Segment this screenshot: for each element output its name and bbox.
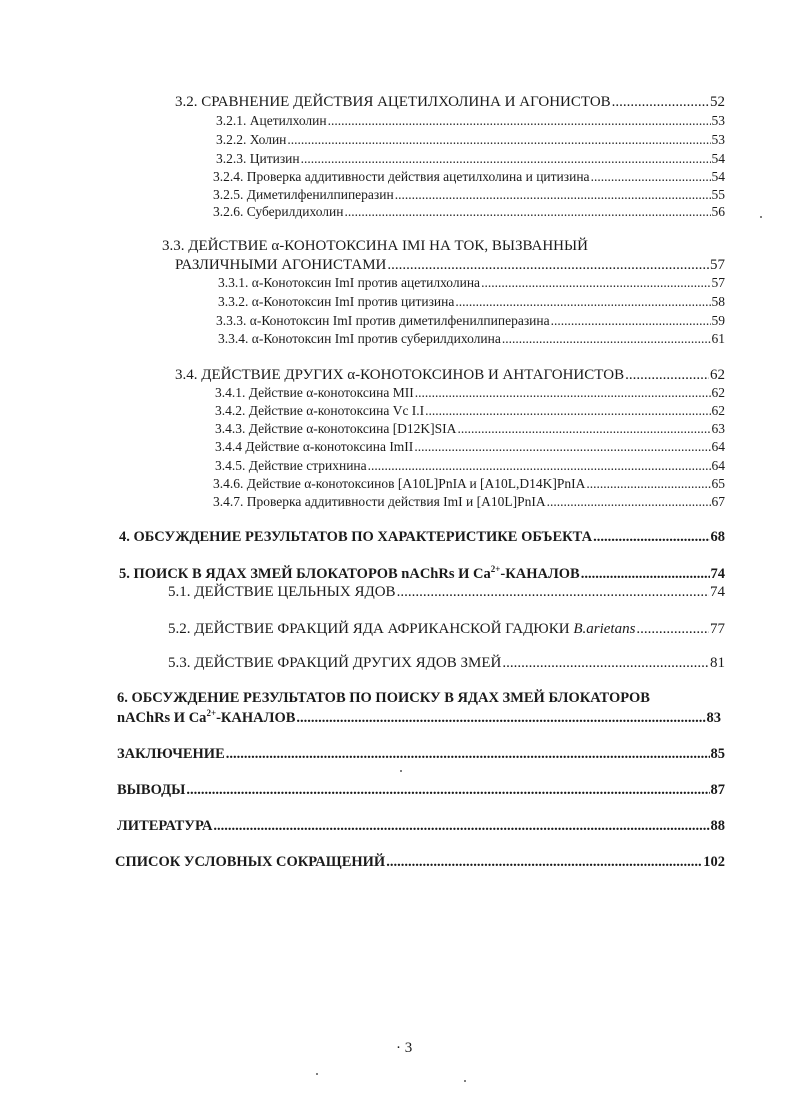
toc-entry-page: 77 [710,621,725,637]
toc-leader-dots [593,528,709,546]
toc-entry-page: 59 [711,313,725,328]
toc-entry-page: 68 [710,529,725,545]
toc-entry-6-line2 [117,709,721,727]
toc-leader-dots [186,781,709,799]
toc-entry-label [168,620,635,638]
scan-speck [400,770,402,772]
scan-speck [760,216,762,218]
toc-entry-label: 3.3.3. α-Конотоксин ImI против диметилфенилпиперазина [216,313,550,328]
toc-entry-page: 67 [711,494,725,509]
toc-leader-dots [502,330,711,348]
toc-entry-label [117,709,295,727]
toc-entry-conclusions-list [117,781,725,799]
toc-entry-3-3-line1 [162,237,725,255]
scan-speck [316,1073,318,1075]
toc-leader-dots [457,420,710,438]
toc-label-part: 5. ПОИСК В ЯДАХ ЗМЕЙ БЛОКАТОРОВ nAChRs И Ca [119,566,491,582]
toc-entry-page: 53 [711,113,725,128]
toc-entry-page: 102 [703,854,725,870]
toc-entry-page: 54 [711,169,725,184]
toc-entry-page: 53 [711,132,725,147]
toc-entry-label: 3.3.1. α-Конотоксин ImI против ацетилхолина [218,275,481,290]
toc-entry-3-2-6 [213,203,725,221]
toc-entry-label: 4. ОБСУЖДЕНИЕ РЕЗУЛЬТАТОВ ПО ХАРАКТЕРИСТИКЕ ОБЪЕКТА [119,529,593,545]
toc-entry-label: ЛИТЕРАТУРА [117,818,213,834]
toc-entry-3-3-line2 [175,256,725,274]
toc-entry-3-3-2 [218,293,725,311]
toc-entry-page: 57 [710,257,725,273]
toc-leader-dots [368,457,711,475]
toc-entry-3-4-2 [215,402,725,420]
toc-entry-3-4-3 [215,420,725,438]
toc-entry-abbreviations [115,853,725,871]
toc-entry-page: 81 [710,655,725,671]
toc-entry-3-2-2 [216,131,725,149]
toc-entry-label: 3.2.2. Холин [216,132,287,147]
toc-leader-dots [213,817,709,835]
toc-entry-literature [117,817,725,835]
toc-entry-3-2-5 [213,186,725,204]
toc-entry-label: СПИСОК УСЛОВНЫХ СОКРАЩЕНИЙ [115,854,386,870]
toc-entry-3-4-6 [213,475,725,493]
toc-entry-5-1 [168,583,725,601]
toc-entry-3-2 [175,93,725,111]
toc-entry-page: 54 [711,151,725,166]
toc-leader-dots [581,565,710,583]
toc-entry-page: 61 [711,331,725,346]
toc-entry-page: 87 [710,782,725,798]
toc-entry-conclusion [117,745,725,763]
toc-entry-6-line1 [117,689,725,707]
toc-entry-label: 3.4.5. Действие стрихнина [215,458,367,473]
toc-entry-label: РАЗЛИЧНЫМИ АГОНИСТАМИ [175,257,387,273]
toc-entry-3-4-5 [215,457,725,475]
toc-entry-page: 88 [710,818,725,834]
toc-leader-dots [395,186,711,204]
toc-entry-label: 3.2.6. Суберилдихолин [213,204,344,219]
toc-leader-dots [301,150,711,168]
toc-leader-dots [328,112,711,130]
toc-entry-label: 3.4.7. Проверка аддитивности действия ImI и [A10L]PnIA [213,494,546,509]
toc-leader-dots [502,654,709,672]
toc-entry-page: 57 [711,275,725,290]
toc-leader-dots [612,93,709,111]
toc-leader-dots [415,384,711,402]
toc-entry-label [119,565,580,583]
toc-leader-dots [591,168,711,186]
toc-leader-dots [586,475,710,493]
toc-entry-page: 85 [710,746,725,762]
toc-entry-label: 3.3.4. α-Конотоксин ImI против суберилдихолина [218,331,501,346]
toc-label-part: 5.2. ДЕЙСТВИЕ ФРАКЦИЙ ЯДА АФРИКАНСКОЙ ГАДЮКИ [168,621,574,637]
toc-entry-label: 3.2.3. Цитизин [216,151,300,166]
toc-entry-5 [119,565,725,583]
toc-entry-label: 3.4.6. Действие α-конотоксинов [A10L]PnIA и [A10L,D14K]PnIA [213,476,586,491]
toc-entry-page: 64 [711,439,725,454]
toc-entry-3-3-3 [216,312,725,330]
toc-entry-label: 3.2.4. Проверка аддитивности действия ацетилхолина и цитизина [213,169,590,184]
toc-label-part: nAChRs И Ca [117,710,207,726]
toc-entry-page: 58 [711,294,725,309]
toc-entry-3-3-4 [218,330,725,348]
toc-entry-page: 83 [706,710,721,726]
toc-entry-3-2-3 [216,150,725,168]
toc-leader-dots [425,402,710,420]
toc-entry-label: 3.4. ДЕЙСТВИЕ ДРУГИХ α-КОНОТОКСИНОВ И АНТАГОНИСТОВ [175,367,625,383]
toc-leader-dots [397,583,709,601]
scan-speck [464,1080,466,1082]
toc-entry-page: 55 [711,187,725,202]
toc-entry-3-2-1 [216,112,725,130]
toc-entry-label: ВЫВОДЫ [117,782,186,798]
toc-entry-4 [119,528,725,546]
toc-leader-dots [386,853,702,871]
toc-leader-dots [387,256,709,274]
toc-leader-dots [296,709,705,727]
toc-leader-dots [551,312,711,330]
toc-label-part: -КАНАЛОВ [216,710,296,726]
toc-entry-label: 3.2. СРАВНЕНИЕ ДЕЙСТВИЯ АЦЕТИЛХОЛИНА И АГОНИСТОВ [175,94,611,110]
toc-entry-label: 5.1. ДЕЙСТВИЕ ЦЕЛЬНЫХ ЯДОВ [168,584,396,600]
toc-entry-3-3-1 [218,274,725,292]
toc-entry-page: 63 [711,421,725,436]
toc-entry-page: 52 [710,94,725,110]
toc-entry-label: ЗАКЛЮЧЕНИЕ [117,746,225,762]
toc-label-superscript: 2+ [490,564,501,575]
toc-entry-label: 3.3.2. α-Конотоксин ImI против цитизина [218,294,455,309]
toc-entry-page: 62 [711,403,725,418]
toc-entry-3-4 [175,366,725,384]
toc-entry-page: 65 [711,476,725,491]
toc-leader-dots [625,366,709,384]
toc-entry-label: 3.4.4 Действие α-конотоксина ImII [215,439,414,454]
toc-leader-dots [344,203,710,221]
toc-leader-dots [547,493,711,511]
toc-entry-label: 3.2.5. Диметилфенилпиперазин [213,187,394,202]
toc-leader-dots [287,131,710,149]
page-number: · 3 [396,1040,413,1056]
toc-entry-5-3 [168,654,725,672]
toc-entry-label: 3.4.3. Действие α-конотоксина [D12K]SIA [215,421,457,436]
toc-leader-dots [636,620,709,638]
toc-entry-label: 5.3. ДЕЙСТВИЕ ФРАКЦИЙ ДРУГИХ ЯДОВ ЗМЕЙ [168,655,502,671]
toc-entry-3-2-4 [213,168,725,186]
toc-entry-page: 64 [711,458,725,473]
toc-label-superscript: 2+ [206,708,217,719]
toc-entry-label: 6. ОБСУЖДЕНИЕ РЕЗУЛЬТАТОВ ПО ПОИСКУ В ЯДАХ ЗМЕЙ БЛОКАТОРОВ [117,690,650,706]
toc-entry-page: 62 [710,367,725,383]
toc-leader-dots [455,293,710,311]
toc-entry-page: 74 [710,566,725,582]
toc-entry-3-4-7 [213,493,725,511]
toc-entry-label: 3.3. ДЕЙСТВИЕ α-КОНОТОКСИНА IMI НА ТОК, ВЫЗВАННЫЙ [162,238,588,254]
toc-label-part: -КАНАЛОВ [500,566,580,582]
toc-entry-label: 3.4.2. Действие α-конотоксина Vc I.I [215,403,425,418]
toc-leader-dots [414,438,710,456]
toc-entry-page: 62 [711,385,725,400]
toc-leader-dots [226,745,710,763]
toc-entry-page: 56 [711,204,725,219]
toc-entry-label: 3.2.1. Ацетилхолин [216,113,327,128]
toc-entry-page: 74 [710,584,725,600]
toc-entry-3-4-1 [215,384,725,402]
toc-leader-dots [481,274,710,292]
toc-entry-5-2 [168,620,725,638]
toc-entry-label: 3.4.1. Действие α-конотоксина MII [215,385,414,400]
toc-label-species: B.arietans [573,621,636,637]
toc-entry-3-4-4 [215,438,725,456]
